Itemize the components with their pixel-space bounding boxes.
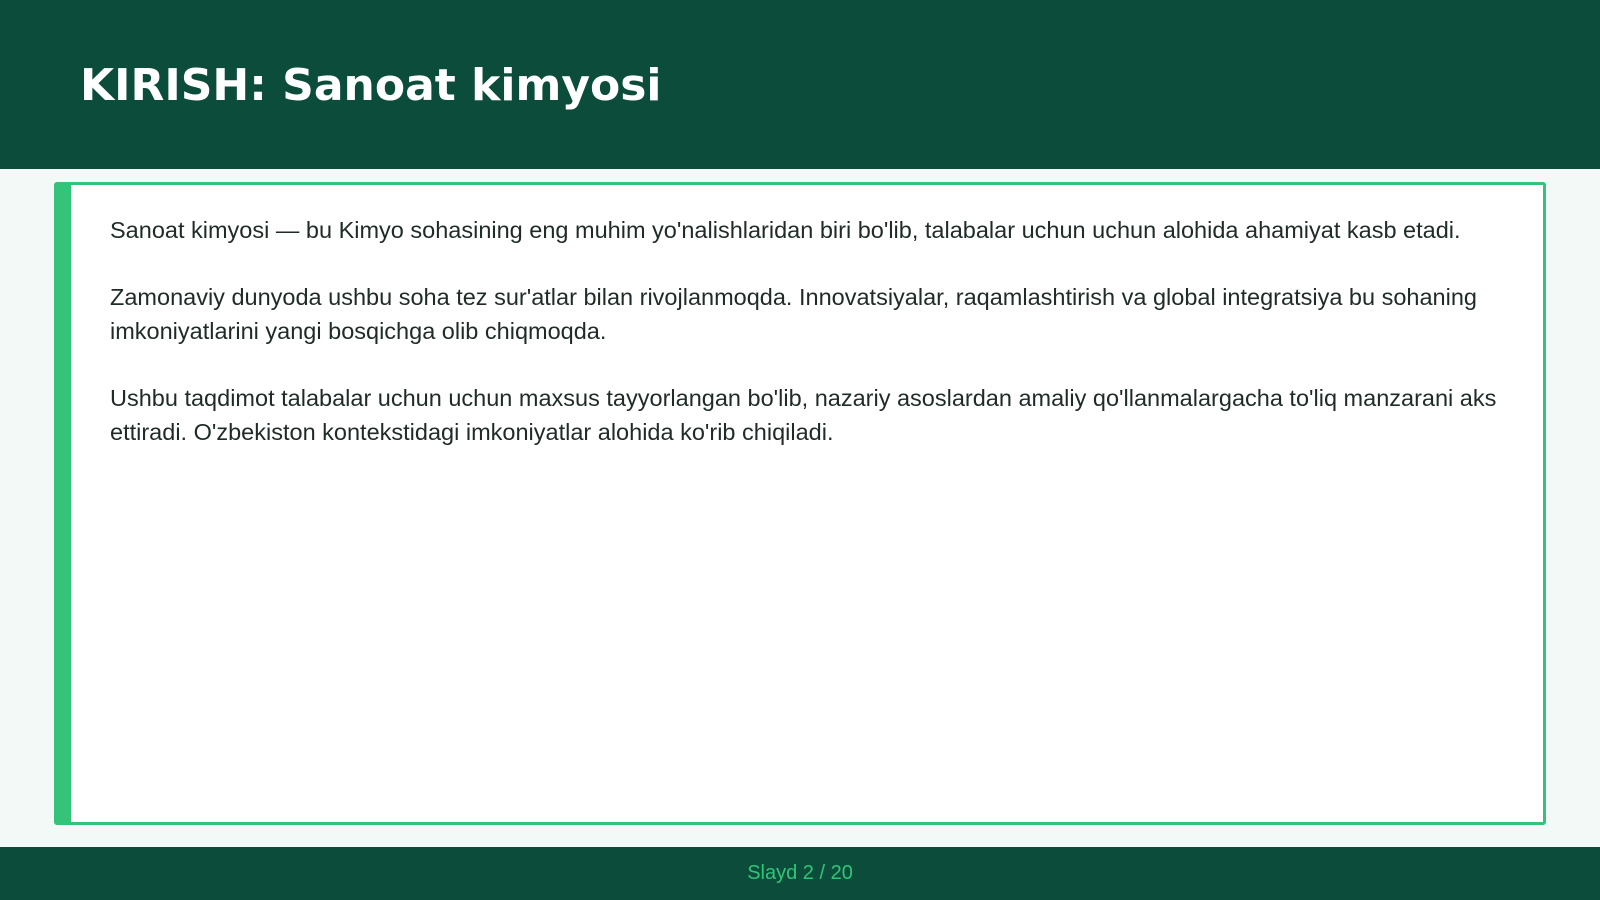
intro-paragraph: Sanoat kimyosi — bu Kimyo sohasining eng muhim yo'nalishlaridan biri bo'lib, talabalar uchun uchun alohida ahamiyat kasb etadi. — [110, 217, 1461, 243]
presentation-purpose-paragraph: Ushbu taqdimot talabalar uchun uchun maxsus tayyorlangan bo'lib, nazariy asoslardan amaliy qo'llanmalargacha to'liq manzarani aks ettiradi. O'zbekiston kontekstidagi imkoniyatlar alohida ko'rib chiqiladi. — [110, 385, 1497, 445]
content-body — [110, 213, 1505, 482]
slide-header — [0, 0, 1600, 169]
content-card — [54, 182, 1546, 825]
modern-world-paragraph: Zamonaviy dunyoda ushbu soha tez sur'atlar bilan rivojlanmoqda. Innovatsiyalar, raqamlashtirish va global integratsiya bu sohaning imkoniyatlarini yangi bosqichga olib chiqmoqda. — [110, 284, 1477, 344]
slide-footer — [0, 847, 1600, 900]
slide-counter: Slayd 2 / 20 — [747, 862, 853, 884]
slide-title: KIRISH: Sanoat kimyosi — [80, 60, 662, 111]
